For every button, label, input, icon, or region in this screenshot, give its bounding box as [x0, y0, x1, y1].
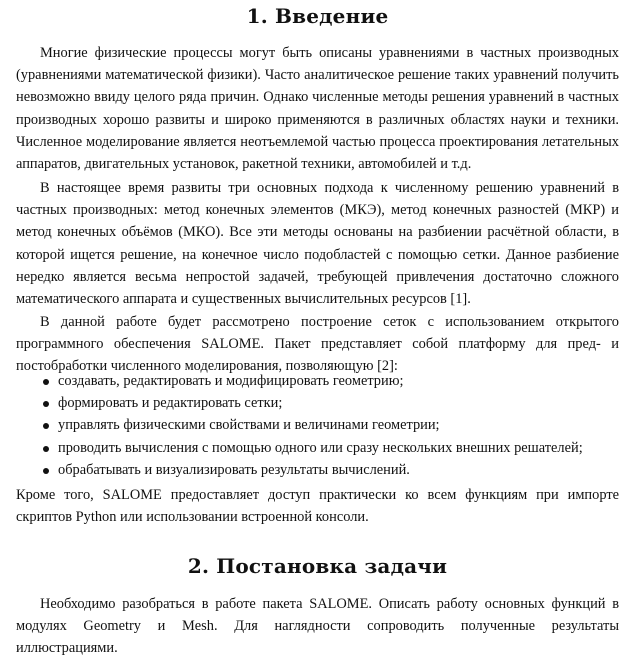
- list-item-text: обрабатывать и визуализировать результаты вычислений.: [58, 461, 410, 478]
- list-item-text: управлять физическими свойствами и величинами геометрии;: [58, 417, 440, 434]
- intro-paragraph-1: Многие физические процессы могут быть описаны уравнениями в частных производных (уравнениями математической физики). Часто аналитическое решение таких уравнений получить невозможно ввиду целого ряда причин. Однако численные методы решения уравнений в частных производных хорошо развиты и широко применяются в различных областях науки и техники. Численное моделирование является неотъемлемой частью процесса проектирования летательных аппаратов, двигательных установок, ракетной техники, автомобилей и т.д.: [16, 45, 619, 173]
- bullet-icon: [43, 468, 49, 474]
- bullet-icon: [43, 423, 49, 429]
- bullet-icon: [43, 379, 49, 385]
- bullet-icon: [43, 446, 49, 452]
- list-item: [16, 437, 619, 459]
- list-item: [16, 392, 619, 414]
- capabilities-list: [16, 370, 619, 481]
- list-item: [16, 370, 619, 392]
- bullet-icon: [43, 401, 49, 407]
- intro-paragraph-3: В данной работе будет рассмотрено построение сеток с использованием открытого программного обеспечения SALOME. Пакет представляет собой платформу для пред- и постобработки численного моделирования, позволяющую [2]:: [16, 314, 619, 375]
- list-item: [16, 459, 619, 481]
- list-item-text: создавать, редактировать и модифицировать геометрию;: [58, 373, 404, 389]
- closing-paragraph: Кроме того, SALOME предоставляет доступ практически ко всем функциям при импорте скриптов Python или использовании встроенной консоли.: [16, 487, 619, 526]
- section-1-heading: 1. Введение: [246, 4, 389, 28]
- list-item: [16, 414, 619, 436]
- intro-paragraph-2: В настоящее время развиты три основных подхода к численному решению уравнений в частных производных: метод конечных элементов (МКЭ), метод конечных разностей (МКР) и метод конечных объёмов (МКО). Все эти методы основаны на разбиении расчётной области, в которой ищется решение, на конечное число подобластей с помощью сетки. Данное разбиение нередко является весьма непростой задачей, требующей привлечения достаточно сложного математического аппарата и существенных вычислительных ресурсов [1].: [16, 180, 619, 308]
- list-item-text: проводить вычисления с помощью одного или сразу нескольких внешних решателей;: [58, 439, 583, 456]
- section-2-heading: 2. Постановка задачи: [187, 554, 448, 578]
- task-paragraph: Необходимо разобраться в работе пакета SALOME. Описать работу основных функций в модулях Geometry и Mesh. Для наглядности сопроводить полученные результаты иллюстрациями.: [16, 596, 619, 657]
- list-item-text: формировать и редактировать сетки;: [58, 395, 283, 412]
